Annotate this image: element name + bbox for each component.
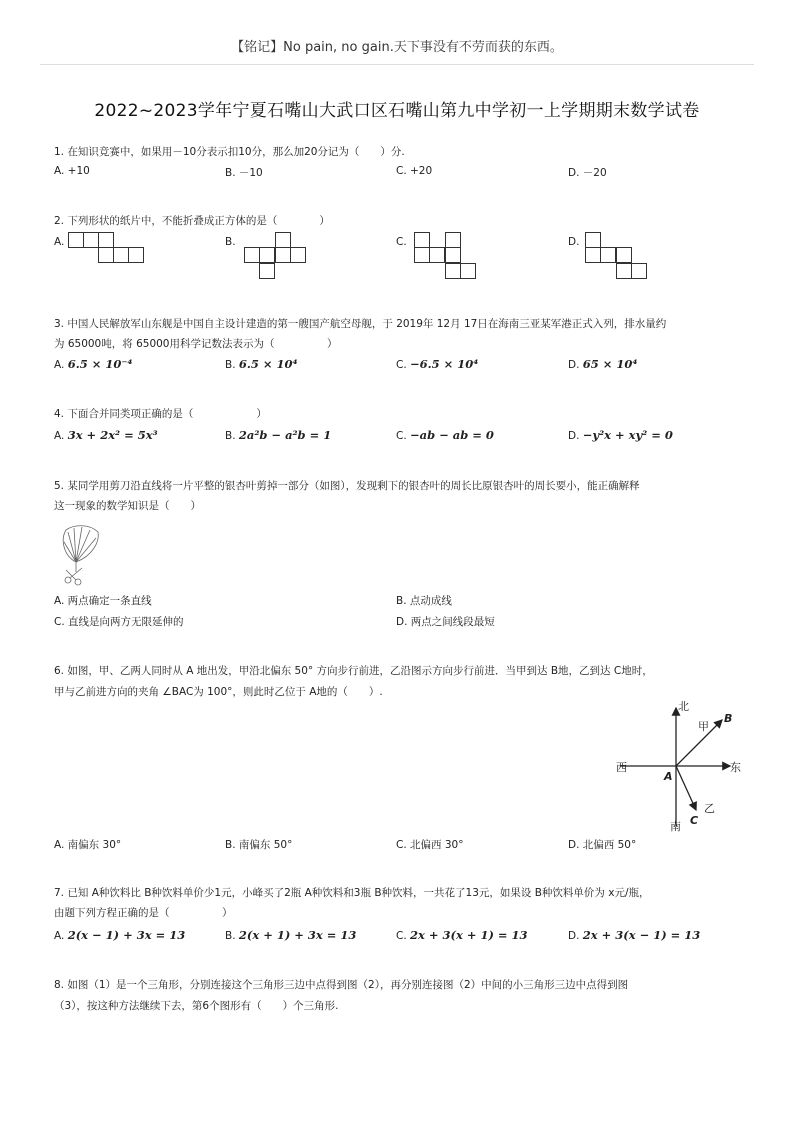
cube-net-c [414, 232, 478, 280]
fig-jia-label: 甲 [698, 720, 709, 733]
q5-option-c: C. 直线是向两方无限延伸的 [54, 616, 184, 628]
q7-option-d [568, 928, 700, 942]
q1-option-b: B. －10 [225, 167, 263, 179]
q7-option-c [396, 928, 528, 942]
question-5-line1: 5. 某同学用剪刀沿直线将一片平整的银杏叶剪掉一部分（如图），发现剩下的银杏叶的周长比原银杏叶的周长要小，能正确解释 [54, 480, 640, 492]
q1-option-c: C. +20 [396, 165, 433, 177]
q4-option-a-math: 3x + 2x² = 5x³ [67, 428, 158, 442]
q6-option-c: C. 北偏西 30° [396, 839, 464, 851]
q7-option-d-math: 2x + 3(x − 1) = 13 [582, 928, 701, 942]
q7-option-d-letter: D. [568, 930, 580, 942]
q2-option-c: C. [396, 236, 407, 248]
q3-option-b-math: 6.5 × 10⁴ [238, 357, 298, 371]
question-8-line1: 8. 如图（1）是一个三角形，分别连接这个三角形三边中点得到图（2），再分别连接图（2）中间的小三角形三边中点得到图 [54, 979, 629, 991]
q3-option-b [225, 357, 298, 371]
fig-north-label: 北 [678, 700, 689, 713]
q4-option-d-letter: D. [568, 430, 580, 442]
question-6-line2: 甲与乙前进方向的夹角 ∠BAC为 100°，则此时乙位于 A地的（ ）. [54, 686, 383, 698]
q4-option-c-letter: C. [396, 430, 407, 442]
fig-point-b: B [724, 712, 733, 725]
cube-net-d [585, 232, 655, 280]
q4-option-b-math: 2a²b − a²b = 1 [238, 428, 332, 442]
q3-option-c-letter: C. [396, 359, 407, 371]
q3-option-d-letter: D. [568, 359, 580, 371]
question-8-line2: （3），按这种方法继续下去，第6个图形有（ ）个三角形. [54, 1000, 339, 1012]
q4-option-c [396, 428, 494, 442]
fig-west-label: 西 [616, 761, 627, 774]
fig-point-a: A [664, 770, 673, 783]
q4-option-a [54, 428, 158, 442]
q4-option-b-letter: B. [225, 430, 236, 442]
q7-option-b-math: 2(x + 1) + 3x = 13 [238, 928, 357, 942]
q5-option-a: A. 两点确定一条直线 [54, 595, 152, 607]
q7-option-a-letter: A. [54, 930, 65, 942]
header-divider [40, 64, 754, 65]
page-title: 2022~2023学年宁夏石嘴山大武口区石嘴山第九中学初一上学期期末数学试卷 [94, 101, 700, 121]
question-1-text: 1. 在知识竞赛中，如果用－10分表示扣10分，那么加20分记为（ ）分. [54, 146, 405, 158]
q7-option-c-letter: C. [396, 930, 407, 942]
question-4-text: 4. 下面合并同类项正确的是（ ） [54, 408, 267, 420]
compass-figure [612, 698, 752, 834]
q5-option-d: D. 两点之间线段最短 [396, 616, 495, 628]
q1-option-d: D. －20 [568, 167, 607, 179]
fig-south-label: 南 [670, 820, 681, 833]
fig-east-label: 东 [730, 761, 741, 774]
question-3-line1: 3. 中国人民解放军山东舰是中国自主设计建造的第一艘国产航空母舰，于 2019年 12月 17日在海南三亚某军港正式入列，排水量约 [54, 318, 667, 330]
cube-net-a [68, 232, 148, 264]
question-3-line2: 为 65000吨，将 65000用科学记数法表示为（ ） [54, 338, 338, 350]
q7-option-b-letter: B. [225, 930, 236, 942]
question-2-text: 2. 下列形状的纸片中，不能折叠成正方体的是（ ） [54, 215, 330, 227]
q3-option-a-letter: A. [54, 359, 65, 371]
question-7-line1: 7. 已知 A种饮料比 B种饮料单价少1元，小峰买了2瓶 A种饮料和3瓶 B种饮料，一共花了13元，如果设 B种饮料单价为 x元/瓶， [54, 887, 650, 899]
fig-yi-label: 乙 [704, 802, 715, 815]
q2-option-d: D. [568, 236, 580, 248]
q3-option-a-math: 6.5 × 10⁻⁴ [67, 357, 133, 371]
q3-option-d [568, 357, 637, 371]
question-7-line2: 由题下列方程正确的是（ ） [54, 907, 233, 919]
q4-option-d [568, 428, 673, 442]
q4-option-c-math: −ab − ab = 0 [410, 428, 494, 442]
q2-option-a: A. [54, 236, 65, 248]
q7-option-c-math: 2x + 3(x + 1) = 13 [410, 928, 528, 942]
q4-option-a-letter: A. [54, 430, 65, 442]
q6-option-d: D. 北偏西 50° [568, 839, 637, 851]
q6-option-a: A. 南偏东 30° [54, 839, 122, 851]
q7-option-a [54, 928, 185, 942]
ginkgo-leaf-figure [56, 522, 106, 588]
q4-option-d-math: −y²x + xy² = 0 [582, 428, 673, 442]
q3-option-a [54, 357, 132, 371]
q7-option-b [225, 928, 356, 942]
q3-option-c-math: −6.5 × 10⁴ [410, 357, 479, 371]
q7-option-a-math: 2(x − 1) + 3x = 13 [67, 928, 186, 942]
q3-option-d-math: 65 × 10⁴ [582, 357, 638, 371]
question-5-line2: 这一现象的数学知识是（ ） [54, 500, 201, 512]
question-6-line1: 6. 如图，甲、乙两人同时从 A 地出发，甲沿北偏东 50° 方向步行前进，乙沿图示方向步行前进．当甲到达 B地，乙到达 C地时， [54, 665, 653, 677]
fig-point-c: C [690, 814, 699, 827]
q3-option-b-letter: B. [225, 359, 236, 371]
q3-option-c [396, 357, 478, 371]
q1-option-a: A. +10 [54, 165, 90, 177]
q6-option-b: B. 南偏东 50° [225, 839, 293, 851]
q5-option-b: B. 点动成线 [396, 595, 452, 607]
q2-option-b: B. [225, 236, 236, 248]
q4-option-b [225, 428, 331, 442]
header-motto: 【铭记】No pain, no gain.天下事没有不劳而获的东西。 [231, 40, 563, 55]
cube-net-b [244, 232, 308, 280]
